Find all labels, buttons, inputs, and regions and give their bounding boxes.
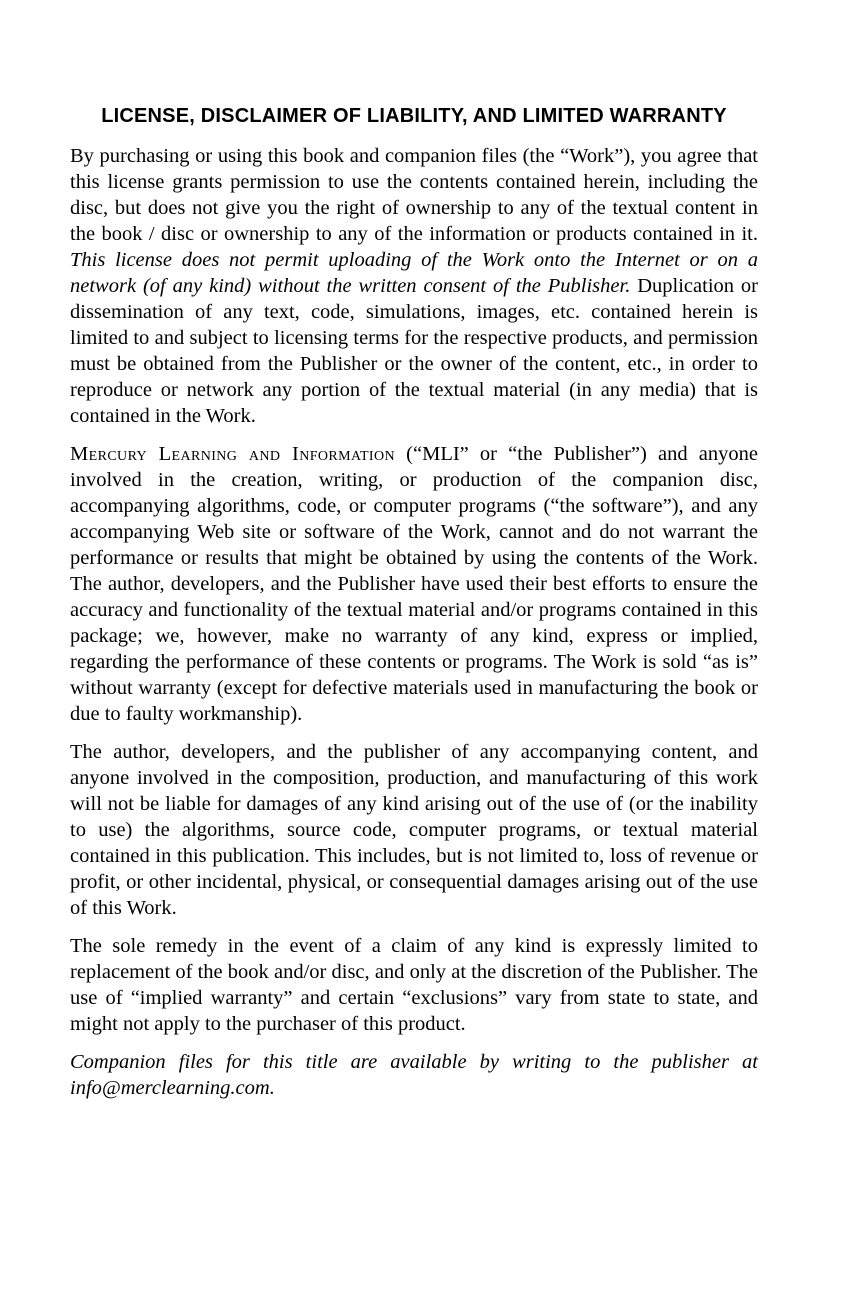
page-title: LICENSE, DISCLAIMER OF LIABILITY, AND LIMITED WARRANTY [101, 105, 727, 127]
paragraph-license-grant [70, 143, 758, 429]
paragraph-liability-limitation [70, 739, 758, 921]
text-run-normal: The author, developers, and the publisher of any accompanying content, and anyone involved in the composition, production, and manufacturing of this work will not be liable for damages of any kind arising out of the use of (or the inability to use) the algorithms, source code, computer programs, or textual material contained in this publication. This includes, but is not limited to, loss of revenue or profit, or other incidental, physical, or consequential damages arising out of the use of this Work. [70, 741, 758, 919]
text-run-normal: (“MLI” or “the Publisher”) and anyone involved in the creation, writing, or production of the companion disc, accompanying algorithms, code, or computer programs (“the software”), and any accompanying Web site or software of the Work, cannot and do not warrant the performance or results that might be obtained by using the contents of the Work. The author, developers, and the Publisher have used their best efforts to ensure the accuracy and functionality of the textual material and/or programs contained in this package; we, however, make no warranty of any kind, express or implied, regarding the performance of these contents or programs. The Work is sold “as is” without warranty (except for defective materials used in manufacturing the book or due to faulty workmanship). [70, 443, 758, 725]
paragraph-sole-remedy [70, 933, 758, 1037]
paragraph-companion-files-note [70, 1049, 758, 1101]
text-run-normal: By purchasing or using this book and companion files (the “Work”), you agree that this license grants permission to use the contents contained herein, including the disc, but does not give you the right of ownership to any of the textual content in the book / disc or ownership to any of the information or products contained in it. [70, 145, 758, 245]
paragraph-warranty-disclaimer [70, 441, 758, 727]
text-run-normal: Duplication or dissemination of any text, code, simulations, images, etc. contained herein is limited to and subject to licensing terms for the respective products, and permission must be obtained from the Publisher or the owner of the content, etc., in order to reproduce or network any portion of the textual material (in any media) that is contained in the Work. [70, 275, 758, 427]
text-run-smallcaps: Mercury Learning and Information [70, 443, 395, 465]
page-content [70, 104, 758, 1101]
text-run-italic: This license does not permit uploading of the Work onto the Internet or on a network (of any kind) without the written consent of the Publisher. [70, 249, 758, 297]
text-run-italic: Companion files for this title are available by writing to the publisher at info@merclearning.com. [70, 1051, 758, 1099]
text-run-normal: The sole remedy in the event of a claim of any kind is expressly limited to replacement of the book and/or disc, and only at the discretion of the Publisher. The use of “implied warranty” and certain “exclusions” vary from state to state, and might not apply to the purchaser of this product. [70, 935, 758, 1035]
